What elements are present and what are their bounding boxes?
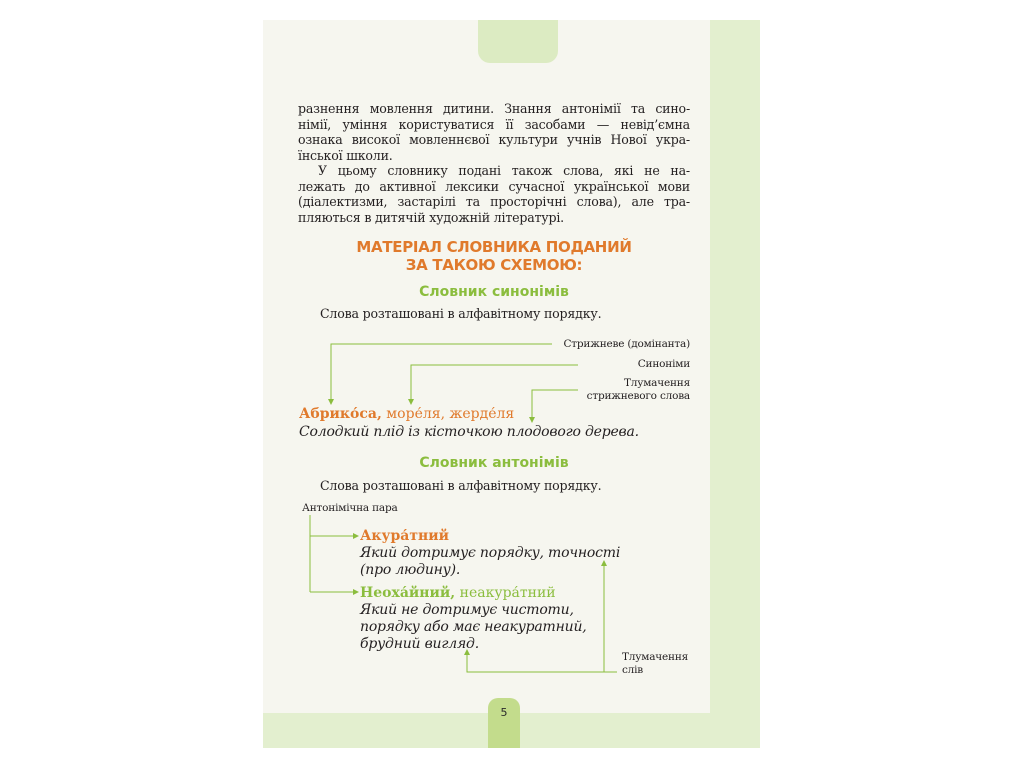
- intro-paragraph-2: [298, 163, 690, 226]
- label-dominant: Стрижневе (домінанта): [563, 338, 690, 350]
- top-tab-decoration: [478, 20, 558, 63]
- antonym-word-2: [360, 585, 556, 601]
- antonym-word-1-definition-line-2: (про людину).: [360, 562, 461, 578]
- antonym-word-2-head: Неоха́йний,: [360, 585, 456, 601]
- label-explanation: [587, 377, 690, 403]
- text-line: пляються в дитячій художній літературі.: [298, 210, 564, 226]
- label-word-explanation-line-1: Тлумачення: [622, 651, 689, 663]
- synonym-entry-head: Абрико́са,: [299, 406, 382, 422]
- text-line: разнення мовлення дитини. Знання антонімії та сино-: [298, 101, 690, 116]
- label-synonyms: Синоніми: [637, 358, 690, 370]
- synonym-entry-rest: море́ля, жерде́ля: [381, 406, 515, 422]
- antonym-word-2-rest: неакура́тний: [455, 585, 556, 601]
- text-line: (діалектизми, застарілі та просторічні слова), але тра-: [298, 194, 690, 210]
- antonyms-title: Словник антонімів: [419, 455, 569, 471]
- text-line: німії, уміння користуватися її засобами — невід’ємна: [298, 116, 690, 132]
- label-explanation-line-2: стрижневого слова: [586, 390, 690, 402]
- label-word-explanation-line-2: слів: [622, 664, 644, 676]
- text-line: ознака високої мовленнєвої культури учнів Нової укра-: [298, 132, 690, 148]
- synonym-definition: Солодкий плід із кісточкою плодового дерева.: [299, 424, 639, 440]
- synonyms-title: Словник синонімів: [419, 284, 569, 300]
- label-explanation-line-1: Тлумачення: [623, 377, 690, 389]
- text-line: їнської школи.: [298, 148, 393, 164]
- antonym-word-2-definition-line-3: брудний вигляд.: [360, 636, 479, 652]
- intro-paragraph-1: [298, 101, 690, 164]
- synonyms-order-note: Слова розташовані в алфавітному порядку.: [320, 306, 602, 321]
- text-line: лежать до активної лексики сучасної української мови: [298, 178, 690, 194]
- scheme-heading-line-2: ЗА ТАКОЮ СХЕМОЮ:: [405, 256, 583, 274]
- antonym-word-1-definition-line-1: Який дотримує порядку, точності: [360, 545, 621, 561]
- right-margin-stripe: [710, 20, 760, 748]
- synonym-entry: [299, 406, 514, 422]
- text-line: У цьому словнику подані також слова, які не на-: [318, 163, 690, 178]
- label-antonym-pair: Антонімічна пара: [302, 502, 398, 514]
- page-number: 5: [500, 706, 508, 719]
- scheme-heading-line-1: МАТЕРІАЛ СЛОВНИКА ПОДАНИЙ: [356, 238, 632, 256]
- antonym-word-1: Акура́тний: [360, 528, 450, 544]
- antonyms-order-note: Слова розташовані в алфавітному порядку.: [320, 478, 602, 493]
- label-word-explanation: [622, 651, 688, 677]
- antonym-word-2-definition-line-2: порядку або має неакуратний,: [360, 619, 587, 635]
- antonym-word-2-definition-line-1: Який не дотримує чистоти,: [360, 602, 574, 618]
